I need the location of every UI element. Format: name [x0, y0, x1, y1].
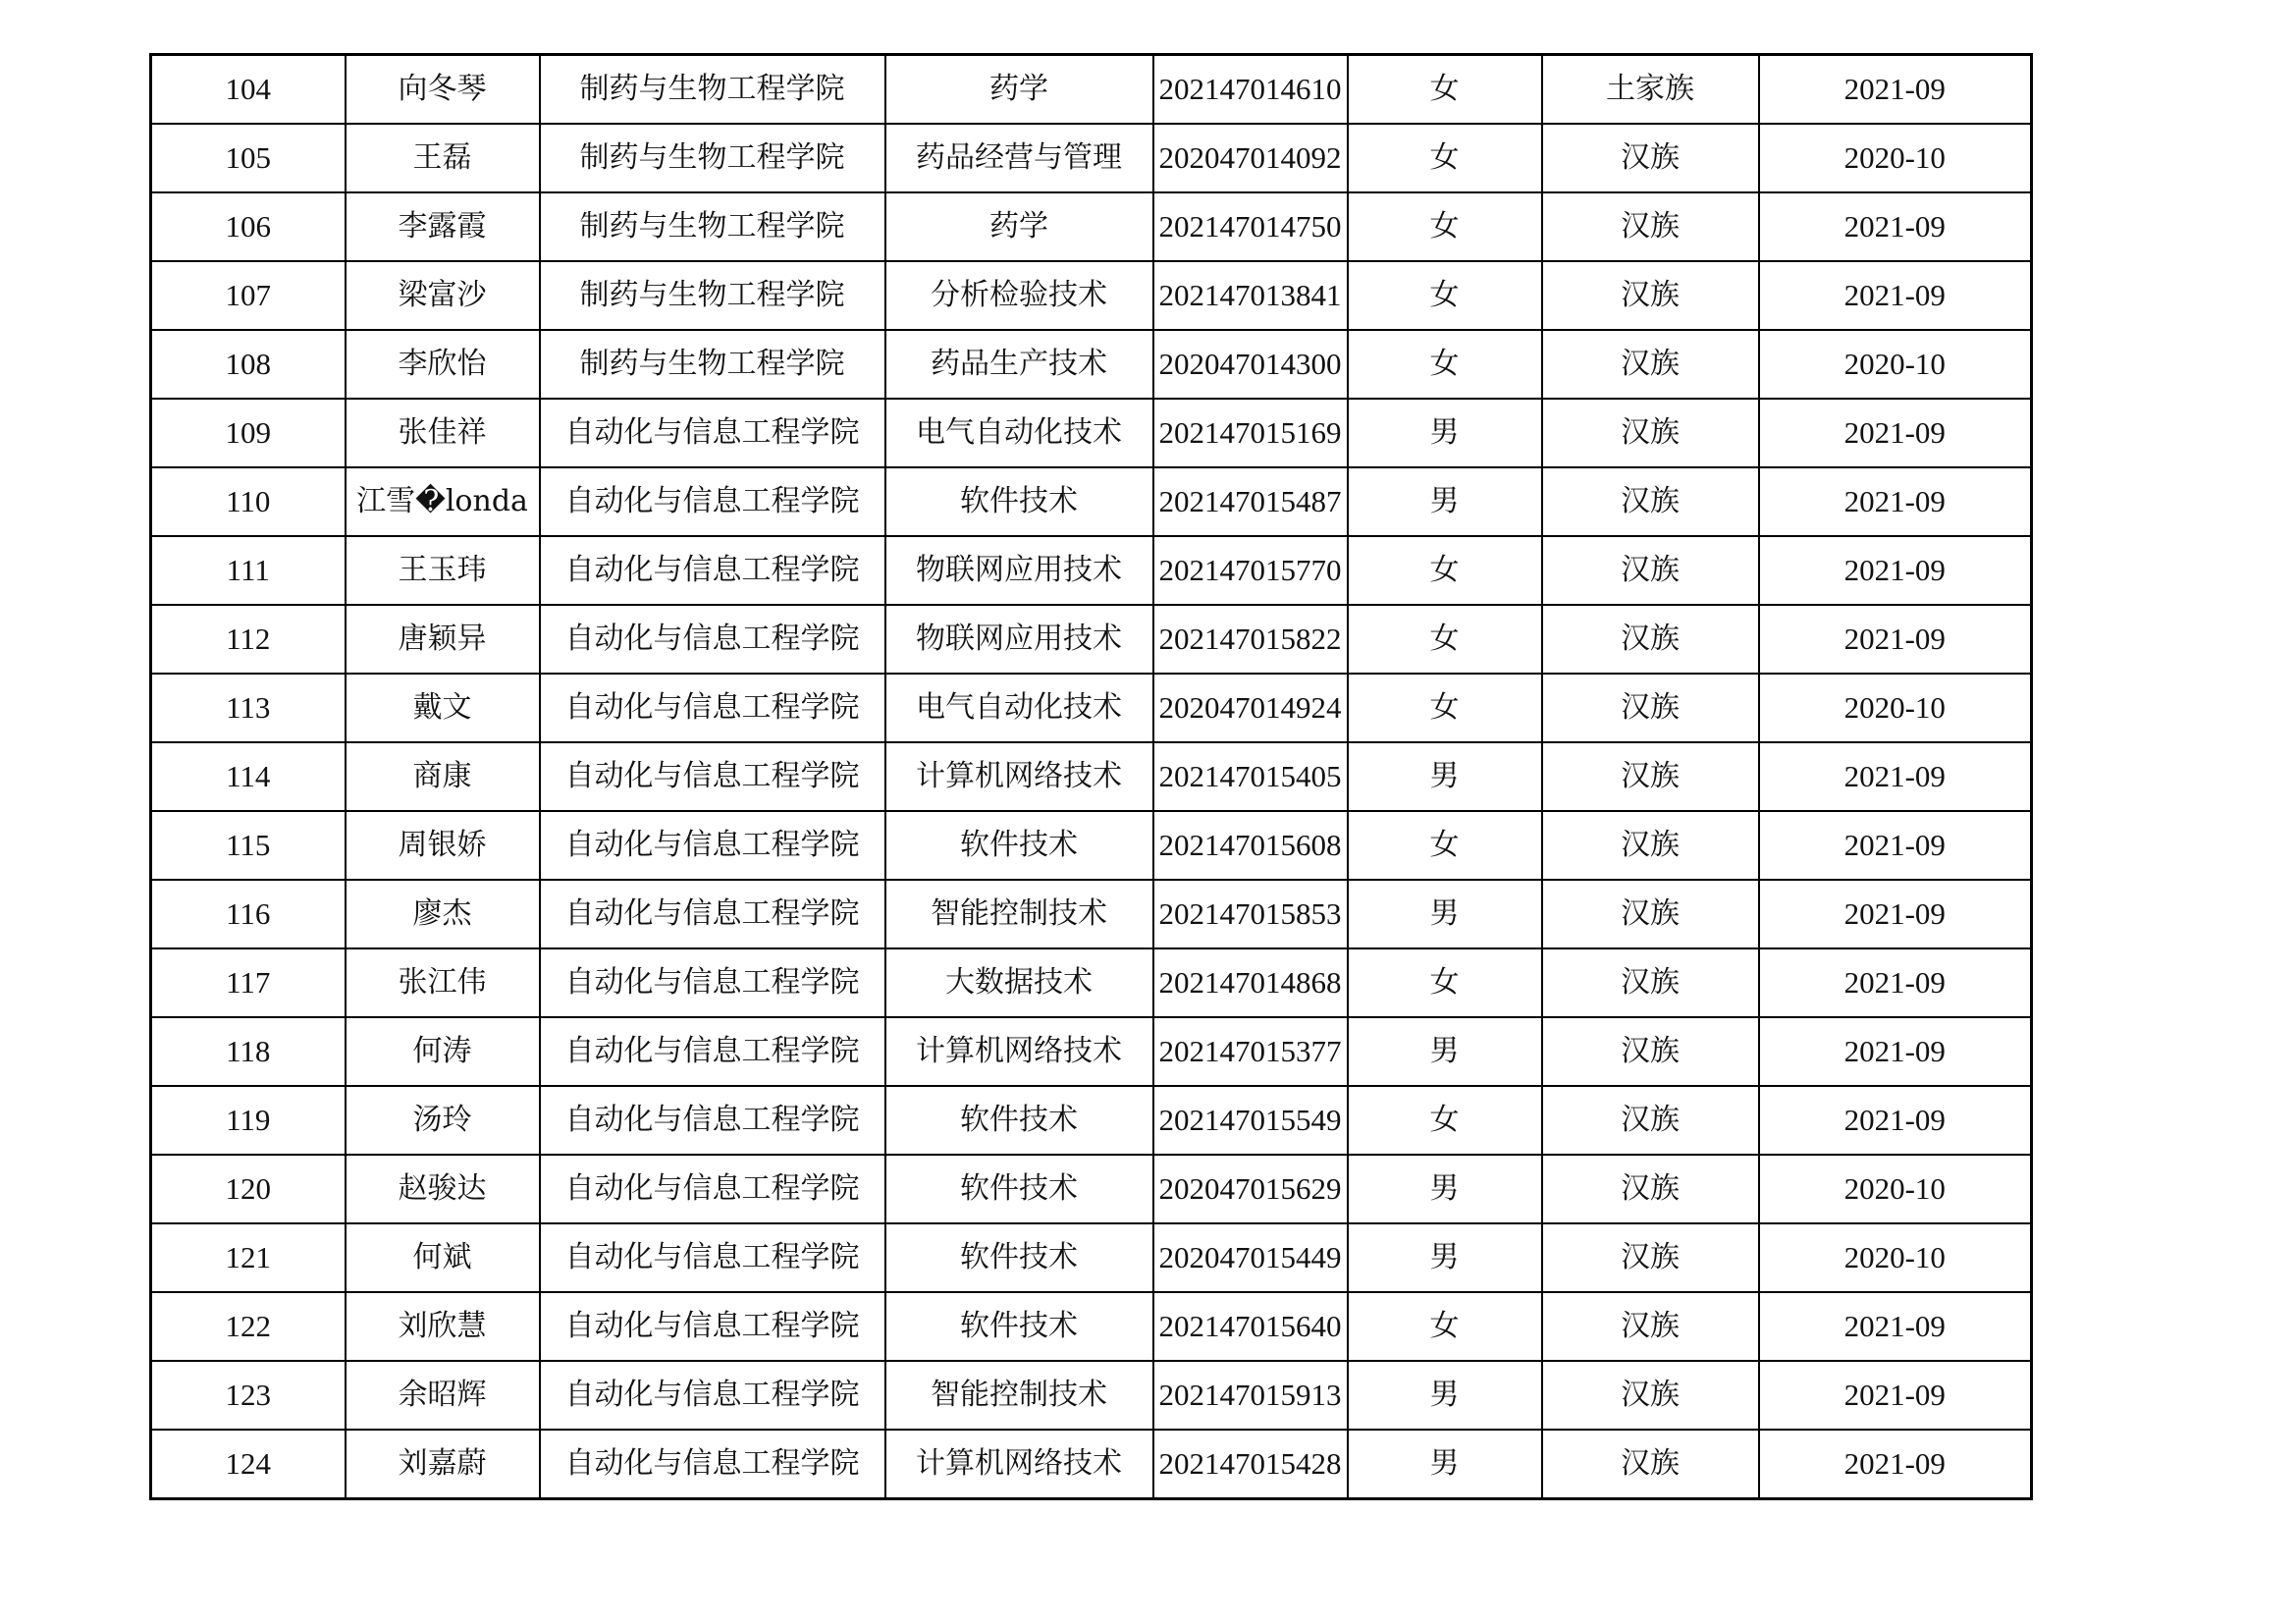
major-cell: 药学	[885, 55, 1153, 125]
table-row	[151, 1361, 2032, 1430]
table-row	[151, 1017, 2032, 1086]
gender-cell: 女	[1348, 192, 1542, 261]
student-name-cell: 余昭辉	[346, 1361, 540, 1430]
college-cell: 自动化与信息工程学院	[540, 674, 885, 742]
student-name-cell: 王玉玮	[346, 536, 540, 605]
student-id-cell: 202147015377	[1153, 1017, 1348, 1086]
college-cell: 制药与生物工程学院	[540, 124, 885, 192]
enrollment-date-cell: 2021-09	[1759, 1086, 2032, 1155]
table-row	[151, 880, 2032, 948]
enrollment-date-cell: 2020-10	[1759, 330, 2032, 399]
table-row	[151, 948, 2032, 1017]
student-name-cell: 向冬琴	[346, 55, 540, 125]
gender-cell: 女	[1348, 948, 1542, 1017]
college-cell: 自动化与信息工程学院	[540, 1155, 885, 1223]
major-cell: 软件技术	[885, 811, 1153, 880]
row-number-cell: 119	[151, 1086, 346, 1155]
major-cell: 智能控制技术	[885, 1361, 1153, 1430]
row-number-cell: 121	[151, 1223, 346, 1292]
enrollment-date-cell: 2020-10	[1759, 124, 2032, 192]
enrollment-date-cell: 2021-09	[1759, 948, 2032, 1017]
enrollment-date-cell: 2020-10	[1759, 674, 2032, 742]
student-id-cell: 202147015822	[1153, 605, 1348, 674]
table-row	[151, 55, 2032, 125]
student-id-cell: 202047014092	[1153, 124, 1348, 192]
gender-cell: 女	[1348, 605, 1542, 674]
gender-cell: 女	[1348, 55, 1542, 125]
major-cell: 软件技术	[885, 1292, 1153, 1361]
student-id-cell: 202147015549	[1153, 1086, 1348, 1155]
major-cell: 物联网应用技术	[885, 605, 1153, 674]
student-id-cell: 202147014610	[1153, 55, 1348, 125]
student-id-cell: 202147015405	[1153, 742, 1348, 811]
student-id-cell: 202047015449	[1153, 1223, 1348, 1292]
gender-cell: 男	[1348, 1155, 1542, 1223]
roster-body	[151, 55, 2032, 1499]
college-cell: 自动化与信息工程学院	[540, 1361, 885, 1430]
table-row	[151, 674, 2032, 742]
student-id-cell: 202147015853	[1153, 880, 1348, 948]
student-id-cell: 202147015640	[1153, 1292, 1348, 1361]
ethnicity-cell: 汉族	[1542, 330, 1759, 399]
student-id-cell: 202147015487	[1153, 467, 1348, 536]
gender-cell: 男	[1348, 1361, 1542, 1430]
ethnicity-cell: 汉族	[1542, 880, 1759, 948]
gender-cell: 男	[1348, 1223, 1542, 1292]
enrollment-date-cell: 2021-09	[1759, 1017, 2032, 1086]
gender-cell: 男	[1348, 742, 1542, 811]
student-id-cell: 202147015169	[1153, 399, 1348, 467]
gender-cell: 男	[1348, 880, 1542, 948]
row-number-cell: 108	[151, 330, 346, 399]
table-row	[151, 1155, 2032, 1223]
enrollment-date-cell: 2021-09	[1759, 880, 2032, 948]
table-row	[151, 811, 2032, 880]
major-cell: 软件技术	[885, 1155, 1153, 1223]
major-cell: 计算机网络技术	[885, 1430, 1153, 1499]
student-name-cell: 周银娇	[346, 811, 540, 880]
student-roster-table	[149, 53, 2033, 1500]
table-row	[151, 124, 2032, 192]
row-number-cell: 109	[151, 399, 346, 467]
row-number-cell: 111	[151, 536, 346, 605]
college-cell: 自动化与信息工程学院	[540, 399, 885, 467]
student-id-cell: 202147015770	[1153, 536, 1348, 605]
enrollment-date-cell: 2021-09	[1759, 811, 2032, 880]
table-row	[151, 1223, 2032, 1292]
table-row	[151, 467, 2032, 536]
student-name-cell: 李欣怡	[346, 330, 540, 399]
student-name-cell: 廖杰	[346, 880, 540, 948]
gender-cell: 女	[1348, 1086, 1542, 1155]
gender-cell: 女	[1348, 124, 1542, 192]
student-name-cell: 何涛	[346, 1017, 540, 1086]
student-name-cell: 何斌	[346, 1223, 540, 1292]
student-name-cell: 张江伟	[346, 948, 540, 1017]
student-name-cell: 王磊	[346, 124, 540, 192]
row-number-cell: 114	[151, 742, 346, 811]
gender-cell: 男	[1348, 467, 1542, 536]
student-name-cell: 唐颖异	[346, 605, 540, 674]
ethnicity-cell: 汉族	[1542, 1292, 1759, 1361]
row-number-cell: 112	[151, 605, 346, 674]
major-cell: 计算机网络技术	[885, 742, 1153, 811]
major-cell: 物联网应用技术	[885, 536, 1153, 605]
student-name-cell: 商康	[346, 742, 540, 811]
gender-cell: 男	[1348, 1017, 1542, 1086]
gender-cell: 女	[1348, 811, 1542, 880]
major-cell: 大数据技术	[885, 948, 1153, 1017]
college-cell: 自动化与信息工程学院	[540, 1223, 885, 1292]
row-number-cell: 106	[151, 192, 346, 261]
enrollment-date-cell: 2021-09	[1759, 605, 2032, 674]
major-cell: 软件技术	[885, 467, 1153, 536]
student-id-cell: 202147013841	[1153, 261, 1348, 330]
table-row	[151, 1086, 2032, 1155]
major-cell: 计算机网络技术	[885, 1017, 1153, 1086]
ethnicity-cell: 汉族	[1542, 948, 1759, 1017]
student-id-cell: 202147014750	[1153, 192, 1348, 261]
student-id-cell: 202147015428	[1153, 1430, 1348, 1499]
gender-cell: 男	[1348, 1430, 1542, 1499]
enrollment-date-cell: 2021-09	[1759, 1361, 2032, 1430]
college-cell: 自动化与信息工程学院	[540, 467, 885, 536]
student-id-cell: 202147015913	[1153, 1361, 1348, 1430]
ethnicity-cell: 汉族	[1542, 1086, 1759, 1155]
table-row	[151, 1292, 2032, 1361]
college-cell: 自动化与信息工程学院	[540, 1086, 885, 1155]
major-cell: 软件技术	[885, 1223, 1153, 1292]
gender-cell: 女	[1348, 1292, 1542, 1361]
row-number-cell: 117	[151, 948, 346, 1017]
row-number-cell: 115	[151, 811, 346, 880]
ethnicity-cell: 汉族	[1542, 399, 1759, 467]
college-cell: 自动化与信息工程学院	[540, 948, 885, 1017]
student-name-cell: 刘欣慧	[346, 1292, 540, 1361]
table-row	[151, 742, 2032, 811]
college-cell: 自动化与信息工程学院	[540, 1292, 885, 1361]
row-number-cell: 120	[151, 1155, 346, 1223]
ethnicity-cell: 汉族	[1542, 811, 1759, 880]
student-id-cell: 202147015608	[1153, 811, 1348, 880]
row-number-cell: 118	[151, 1017, 346, 1086]
row-number-cell: 122	[151, 1292, 346, 1361]
gender-cell: 女	[1348, 330, 1542, 399]
row-number-cell: 107	[151, 261, 346, 330]
ethnicity-cell: 汉族	[1542, 1223, 1759, 1292]
enrollment-date-cell: 2021-09	[1759, 536, 2032, 605]
table-row	[151, 261, 2032, 330]
enrollment-date-cell: 2021-09	[1759, 55, 2032, 125]
ethnicity-cell: 汉族	[1542, 674, 1759, 742]
major-cell: 电气自动化技术	[885, 399, 1153, 467]
college-cell: 自动化与信息工程学院	[540, 536, 885, 605]
student-id-cell: 202047015629	[1153, 1155, 1348, 1223]
student-name-cell: 汤玲	[346, 1086, 540, 1155]
ethnicity-cell: 汉族	[1542, 605, 1759, 674]
ethnicity-cell: 汉族	[1542, 742, 1759, 811]
ethnicity-cell: 汉族	[1542, 261, 1759, 330]
college-cell: 自动化与信息工程学院	[540, 1017, 885, 1086]
major-cell: 药品生产技术	[885, 330, 1153, 399]
table-row	[151, 330, 2032, 399]
table-row	[151, 399, 2032, 467]
ethnicity-cell: 汉族	[1542, 1017, 1759, 1086]
row-number-cell: 124	[151, 1430, 346, 1499]
college-cell: 制药与生物工程学院	[540, 55, 885, 125]
student-id-cell: 202147014868	[1153, 948, 1348, 1017]
student-id-cell: 202047014300	[1153, 330, 1348, 399]
student-name-cell: 李露霞	[346, 192, 540, 261]
student-name-cell: 梁富沙	[346, 261, 540, 330]
row-number-cell: 123	[151, 1361, 346, 1430]
student-id-cell: 202047014924	[1153, 674, 1348, 742]
college-cell: 制药与生物工程学院	[540, 330, 885, 399]
ethnicity-cell: 汉族	[1542, 1361, 1759, 1430]
college-cell: 自动化与信息工程学院	[540, 605, 885, 674]
gender-cell: 女	[1348, 261, 1542, 330]
enrollment-date-cell: 2021-09	[1759, 192, 2032, 261]
student-name-cell: 张佳祥	[346, 399, 540, 467]
major-cell: 分析检验技术	[885, 261, 1153, 330]
enrollment-date-cell: 2021-09	[1759, 742, 2032, 811]
row-number-cell: 113	[151, 674, 346, 742]
student-name-cell: 江雪�londa	[346, 467, 540, 536]
gender-cell: 女	[1348, 536, 1542, 605]
major-cell: 药品经营与管理	[885, 124, 1153, 192]
enrollment-date-cell: 2020-10	[1759, 1155, 2032, 1223]
ethnicity-cell: 汉族	[1542, 536, 1759, 605]
student-name-cell: 刘嘉蔚	[346, 1430, 540, 1499]
enrollment-date-cell: 2021-09	[1759, 261, 2032, 330]
gender-cell: 女	[1348, 674, 1542, 742]
table-row	[151, 536, 2032, 605]
college-cell: 自动化与信息工程学院	[540, 811, 885, 880]
enrollment-date-cell: 2021-09	[1759, 399, 2032, 467]
ethnicity-cell: 土家族	[1542, 55, 1759, 125]
major-cell: 电气自动化技术	[885, 674, 1153, 742]
major-cell: 药学	[885, 192, 1153, 261]
major-cell: 智能控制技术	[885, 880, 1153, 948]
enrollment-date-cell: 2021-09	[1759, 1430, 2032, 1499]
table-row	[151, 605, 2032, 674]
gender-cell: 男	[1348, 399, 1542, 467]
enrollment-date-cell: 2021-09	[1759, 467, 2032, 536]
college-cell: 自动化与信息工程学院	[540, 1430, 885, 1499]
ethnicity-cell: 汉族	[1542, 467, 1759, 536]
ethnicity-cell: 汉族	[1542, 124, 1759, 192]
college-cell: 制药与生物工程学院	[540, 261, 885, 330]
enrollment-date-cell: 2020-10	[1759, 1223, 2032, 1292]
ethnicity-cell: 汉族	[1542, 1155, 1759, 1223]
college-cell: 自动化与信息工程学院	[540, 742, 885, 811]
table-row	[151, 1430, 2032, 1499]
student-name-cell: 戴文	[346, 674, 540, 742]
student-name-cell: 赵骏达	[346, 1155, 540, 1223]
row-number-cell: 116	[151, 880, 346, 948]
table-row	[151, 192, 2032, 261]
major-cell: 软件技术	[885, 1086, 1153, 1155]
enrollment-date-cell: 2021-09	[1759, 1292, 2032, 1361]
row-number-cell: 105	[151, 124, 346, 192]
college-cell: 制药与生物工程学院	[540, 192, 885, 261]
college-cell: 自动化与信息工程学院	[540, 880, 885, 948]
ethnicity-cell: 汉族	[1542, 192, 1759, 261]
ethnicity-cell: 汉族	[1542, 1430, 1759, 1499]
row-number-cell: 110	[151, 467, 346, 536]
row-number-cell: 104	[151, 55, 346, 125]
